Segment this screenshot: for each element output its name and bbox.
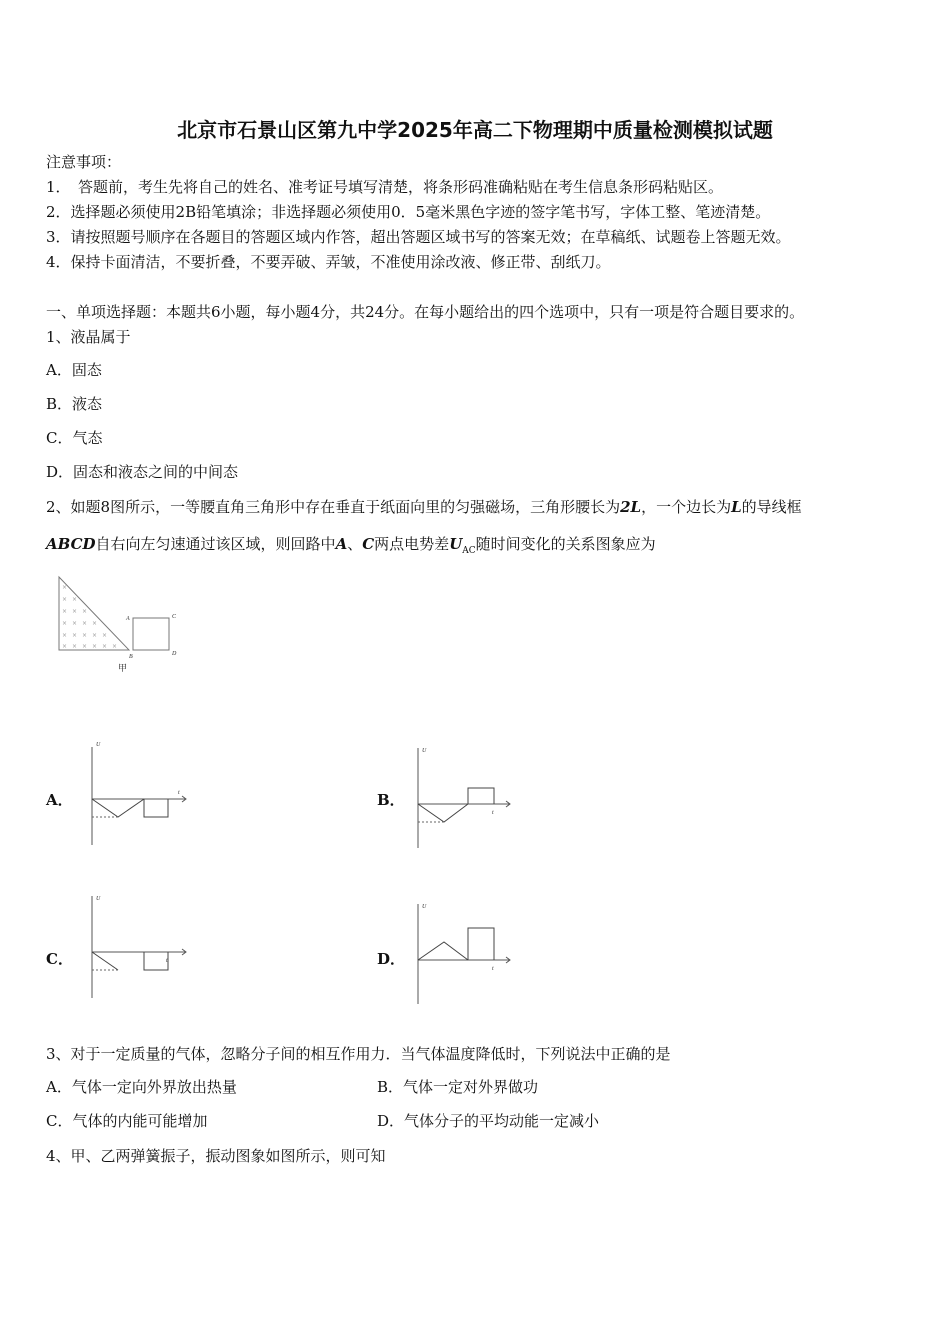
svg-text:×: × (62, 643, 68, 650)
q2-option-d-label: D． (377, 950, 406, 968)
notice-item-4: 4．保持卡面清洁，不要折叠，不要弄破、弄皱，不准使用涂改液、修正带、刮纸刀。 (46, 253, 611, 271)
label-d: D (172, 651, 177, 657)
q2-stem-line1: 2、如题8图所示，一等腰直角三角形中存在垂直于纸面向里的匀强磁场，三角形腰长为2L，一个边长为L的导线框 (46, 498, 802, 516)
svg-text:×: × (82, 643, 88, 650)
q4-stem: 4、甲、乙两弹簧振子，振动图象如图所示，则可知 (46, 1147, 386, 1165)
svg-text:t: t (166, 958, 168, 964)
svg-text:U: U (422, 904, 427, 910)
q2-graph-d (412, 898, 522, 1008)
svg-text:×: × (92, 620, 98, 627)
q1-option-a: A．固态 (46, 361, 102, 379)
svg-text:×: × (72, 608, 78, 615)
svg-text:×: × (72, 620, 78, 627)
svg-text:t: t (492, 966, 494, 972)
svg-text:×: × (62, 584, 68, 591)
q2-graph-c (86, 892, 196, 1002)
svg-text:×: × (72, 643, 78, 650)
svg-text:×: × (82, 620, 88, 627)
svg-text:t: t (492, 810, 494, 816)
q2-option-b-label: B． (377, 791, 405, 809)
svg-text:×: × (72, 596, 78, 603)
section-heading: 一、单项选择题：本题共6小题，每小题4分，共24分。在每小题给出的四个选项中，只有一项是符合题目要求的。 (46, 303, 805, 321)
q2-option-c-label: C． (46, 950, 73, 968)
q3-stem: 3、对于一定质量的气体，忽略分子间的相互作用力．当气体温度降低时，下列说法中正确的是 (46, 1045, 671, 1063)
label-b: B (129, 654, 133, 660)
figure-label: 甲 (118, 664, 128, 674)
q3-option-c: C．气体的内能可能增加 (46, 1112, 208, 1130)
q3-option-b: B．气体一定对外界做功 (377, 1078, 539, 1096)
notice-item-3: 3．请按照题号顺序在各题目的答题区域内作答，超出答题区域书写的答案无效；在草稿纸、试题卷上答题无效。 (46, 228, 791, 246)
q1-option-b: B．液态 (46, 395, 103, 413)
q2-stem-line2: ABCD自右向左匀速通过该区域，则回路中A、C两点电势差$U_{AC}$随时间变化的关系图象应为 (46, 535, 656, 556)
notice-item-2: 2．选择题必须使用2B铅笔填涂；非选择题必须使用0．5毫米黑色字迹的签字笔书写，字体工整、笔迹清楚。 (46, 203, 771, 221)
svg-text:×: × (102, 632, 108, 639)
svg-text:×: × (82, 608, 88, 615)
q2-graph-b (412, 742, 522, 852)
label-c: C (172, 614, 177, 620)
svg-text:×: × (112, 643, 118, 650)
svg-text:×: × (82, 632, 88, 639)
label-a: A (126, 616, 130, 622)
svg-text:t: t (178, 790, 180, 796)
q3-option-a: A．气体一定向外界放出热量 (46, 1078, 237, 1096)
svg-text:U: U (96, 742, 101, 748)
svg-text:×: × (72, 632, 78, 639)
notice-heading: 注意事项： (46, 153, 122, 171)
q2-graph-a (86, 737, 196, 847)
notice-item-1: 1． 答题前，考生先将自己的姓名、准考证号填写清楚，将条形码准确粘贴在考生信息条形码粘贴区。 (46, 178, 724, 196)
svg-text:×: × (92, 643, 98, 650)
svg-text:×: × (92, 632, 98, 639)
svg-text:U: U (96, 896, 101, 902)
svg-text:×: × (62, 632, 68, 639)
svg-text:U: U (422, 748, 427, 754)
svg-text:×: × (62, 596, 68, 603)
q1-stem: 1、液晶属于 (46, 328, 131, 346)
q3-option-d: D．气体分子的平均动能一定减小 (377, 1112, 600, 1130)
svg-text:×: × (62, 608, 68, 615)
q2-figure-jia (56, 575, 186, 677)
svg-text:×: × (102, 643, 108, 650)
page-title: 北京市石景山区第九中学2025年高二下物理期中质量检测模拟试题 (177, 118, 773, 142)
q1-option-d: D．固态和液态之间的中间态 (46, 463, 239, 481)
svg-text:×: × (62, 620, 68, 627)
q2-option-a-label: A． (46, 791, 73, 809)
q1-option-c: C．气态 (46, 429, 103, 447)
